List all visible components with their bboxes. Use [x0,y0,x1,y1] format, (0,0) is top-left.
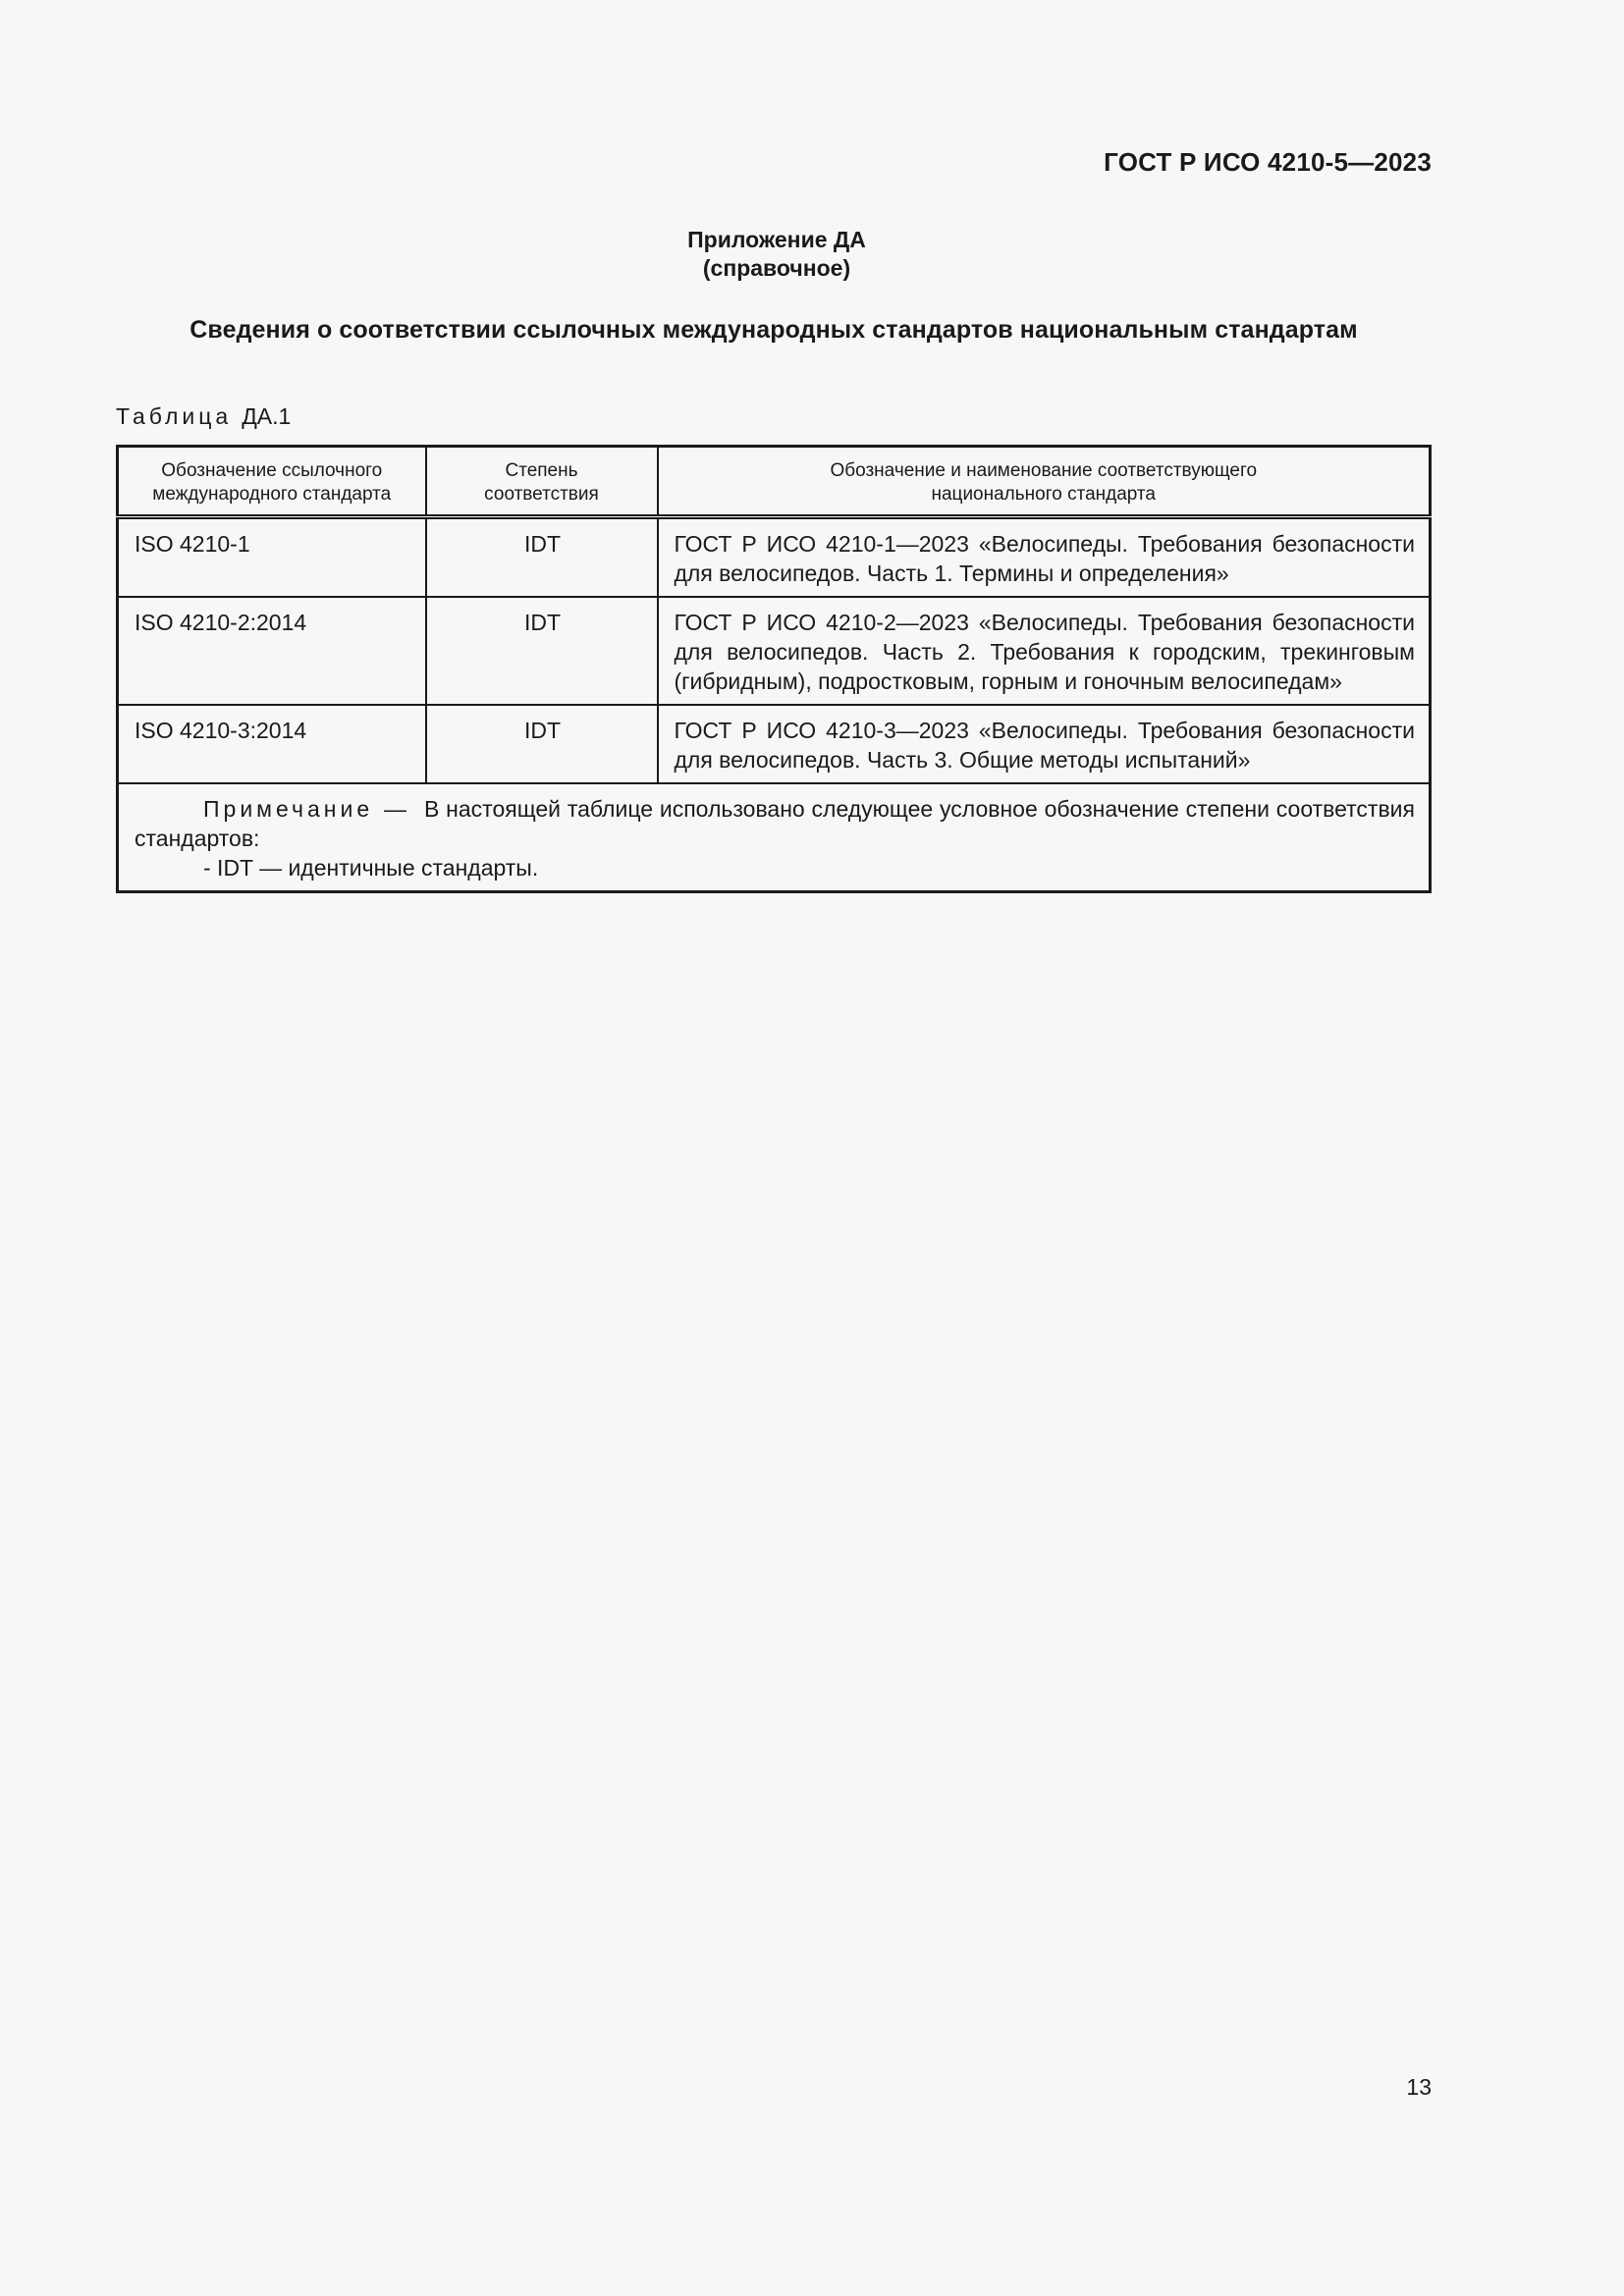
table-note [118,783,1431,892]
header-national-standard: Обозначение и наименование соответствующего национального стандарта [658,447,1431,517]
standards-table [116,445,1432,893]
table-caption-label: Таблица [116,403,233,429]
note-label: Примечание — [203,796,410,822]
cell-national: ГОСТ Р ИСО 4210-3—2023 «Велосипеды. Требования безопасности для велосипедов. Часть 3. Общие методы испытаний» [658,705,1431,783]
table-header-row [118,447,1431,517]
document-code: ГОСТ Р ИСО 4210-5—2023 [1104,147,1432,177]
cell-degree: IDT [426,705,658,783]
cell-national: ГОСТ Р ИСО 4210-2—2023 «Велосипеды. Требования безопасности для велосипедов. Часть 2. Требования к городским, трекинговым (гибридным), подростковым, горным и гоночным велосипедам» [658,597,1431,705]
section-title: Сведения о соответствии ссылочных международных стандартов национальным стандартам [189,316,1358,344]
appendix-heading [0,226,1553,283]
header-international-standard: Обозначение ссылочного международного стандарта [118,447,426,517]
cell-international: ISO 4210-1 [118,517,426,598]
note-item: - IDT — идентичные стандарты. [203,855,539,881]
header-degree: Степень соответствия [426,447,658,517]
page-number: 13 [1406,2074,1432,2100]
cell-degree: IDT [426,517,658,598]
table-row [118,597,1431,705]
cell-international: ISO 4210-2:2014 [118,597,426,705]
cell-national: ГОСТ Р ИСО 4210-1—2023 «Велосипеды. Требования безопасности для велосипедов. Часть 1. Термины и определения» [658,517,1431,598]
appendix-subtitle: (справочное) [702,255,851,281]
note-text [135,794,1415,853]
table-caption-number: ДА.1 [242,403,292,429]
appendix-title: Приложение ДА [687,227,866,252]
cell-degree: IDT [426,597,658,705]
table-note-row [118,783,1431,892]
table-caption [116,403,291,430]
table-row [118,517,1431,598]
note-body: В настоящей таблице использовано следующее условное обозначение степени соответствия стандартов: [135,796,1415,851]
cell-international: ISO 4210-3:2014 [118,705,426,783]
table-row [118,705,1431,783]
